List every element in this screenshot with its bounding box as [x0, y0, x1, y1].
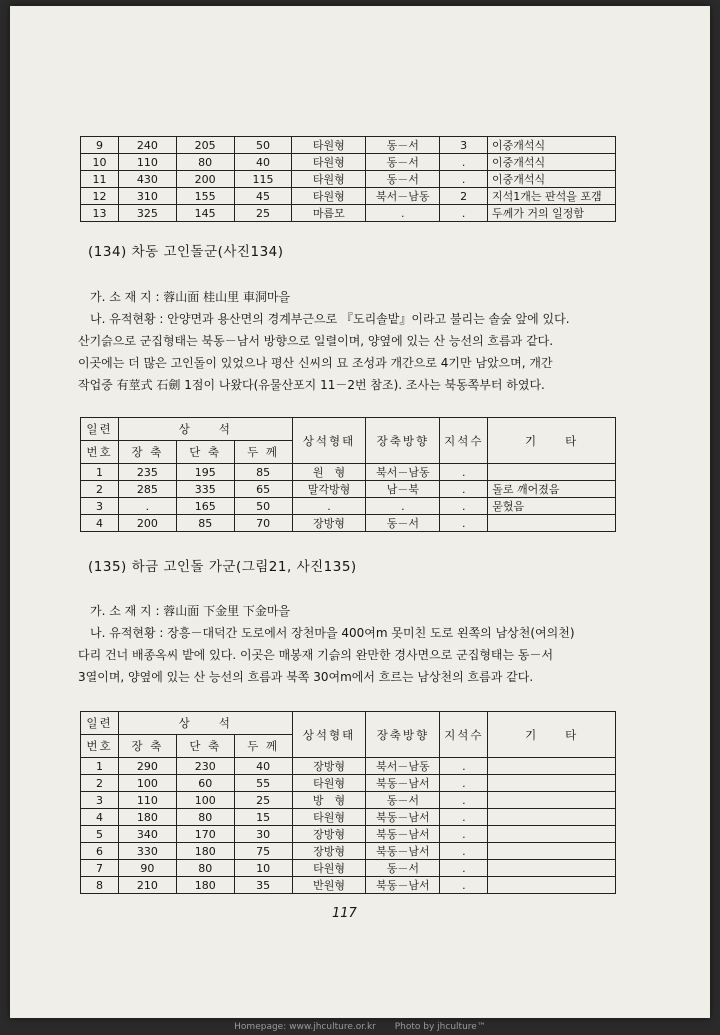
header-upper-stone: 상 석 [118, 712, 292, 735]
table-cell: 85 [234, 464, 292, 481]
table-cell: 80 [176, 860, 234, 877]
table-cell [488, 860, 616, 877]
table-cell: 지석1개는 판석을 포갬 [488, 188, 616, 205]
table-cell: 25 [234, 205, 292, 222]
table-cell: 325 [118, 205, 176, 222]
footer-photo-credit: Photo by jhculture™ [394, 1022, 486, 1032]
table-cell: 100 [176, 792, 234, 809]
table-cell: . [440, 860, 488, 877]
section-135-title: (135) 하금 고인돌 가군(그림21, 사진135) [88, 559, 357, 575]
table-cell: . [440, 498, 488, 515]
table-cell: 90 [118, 860, 176, 877]
table-cell: 45 [234, 188, 292, 205]
table-row [81, 792, 616, 809]
table-cell: 195 [176, 464, 234, 481]
table-cell [488, 877, 616, 894]
table-cell: 동－서 [366, 515, 440, 532]
table-cell: 9 [81, 137, 119, 154]
table-cell: 장방형 [292, 758, 366, 775]
table-cell [488, 775, 616, 792]
section-134-status-4: 작업중 有莖式 石劍 1점이 나왔다(유물산포지 11－2번 참조). 조사는 북동쪽부터 하였다. [78, 378, 545, 392]
table-cell: 동－서 [366, 792, 440, 809]
table-cell: . [440, 205, 488, 222]
table-cell: 원 형 [292, 464, 366, 481]
table-cell: . [440, 464, 488, 481]
table-cell: 북서－남동 [366, 188, 440, 205]
table-cell: 70 [234, 515, 292, 532]
page-number: 117 [332, 906, 357, 921]
table-row [81, 464, 616, 481]
table-cell: 40 [234, 758, 292, 775]
table-cell: 85 [176, 515, 234, 532]
table-cell: . [440, 758, 488, 775]
section-134-body [78, 286, 614, 396]
header-remarks: 기 타 [488, 712, 616, 758]
table-cell: 145 [176, 205, 234, 222]
table-cell: 200 [118, 515, 176, 532]
table-135 [80, 711, 616, 894]
table-cell: 335 [176, 481, 234, 498]
table-cell: 3 [81, 498, 119, 515]
table-cell: 240 [118, 137, 176, 154]
table-cell: 230 [176, 758, 234, 775]
section-134-title: (134) 차동 고인돌군(사진134) [88, 244, 284, 260]
table-cell: 12 [81, 188, 119, 205]
header-shape: 상석형태 [292, 712, 366, 758]
table-row [81, 775, 616, 792]
table-cell: 7 [81, 860, 119, 877]
table-cell [488, 809, 616, 826]
table-cell: 돌로 깨어졌음 [488, 481, 616, 498]
table-row [81, 205, 616, 222]
table-cell: 4 [81, 515, 119, 532]
table-cell: 타원형 [292, 171, 366, 188]
table-cell: 타원형 [292, 775, 366, 792]
table-row [81, 137, 616, 154]
table-cell [488, 758, 616, 775]
table-cell: . [440, 809, 488, 826]
table-cell: 180 [118, 809, 176, 826]
table-cell: . [440, 154, 488, 171]
header-upper-stone: 상 석 [118, 418, 292, 441]
section-135-status-1: 나. 유적현황 : 장흥－대덕간 도로에서 장천마을 400여m 못미친 도로 왼쪽의 남상천(여의천) [90, 626, 575, 640]
section-135-body [78, 600, 614, 688]
header-thickness: 두 께 [234, 735, 292, 758]
table-cell: 200 [176, 171, 234, 188]
table-cell: . [440, 171, 488, 188]
table-cell: 2 [81, 775, 119, 792]
table-cell [488, 792, 616, 809]
table-cell: 북동－남서 [366, 826, 440, 843]
table-cell: 285 [118, 481, 176, 498]
table-cell: 340 [118, 826, 176, 843]
table-cell: 8 [81, 877, 119, 894]
table-cell: 180 [176, 843, 234, 860]
table-cell: 60 [176, 775, 234, 792]
table-cell [488, 843, 616, 860]
table-cell: 1 [81, 758, 119, 775]
table-cell: 40 [234, 154, 292, 171]
table-cell: 50 [234, 498, 292, 515]
footer-homepage[interactable]: Homepage: www.jhculture.or.kr [234, 1022, 376, 1032]
table-cell: 타원형 [292, 188, 366, 205]
table-cell: 75 [234, 843, 292, 860]
table-top [80, 136, 616, 222]
table-cell [488, 826, 616, 843]
table-cell: 50 [234, 137, 292, 154]
table-row [81, 498, 616, 515]
table-cell: 80 [176, 809, 234, 826]
header-support-count: 지석수 [440, 712, 488, 758]
header-no-2: 번호 [81, 441, 119, 464]
section-134-location: 가. 소 재 지 : 蓉山面 桂山里 車洞마을 [90, 290, 291, 304]
table-cell: 80 [176, 154, 234, 171]
section-134-status-1: 나. 유적현황 : 안양면과 용산면의 경계부근으로 『도리솔밭』이라고 불리는 솔숲 앞에 있다. [90, 312, 570, 326]
table-cell: . [440, 826, 488, 843]
table-cell: 65 [234, 481, 292, 498]
header-direction: 장축방향 [366, 712, 440, 758]
header-direction: 장축방향 [366, 418, 440, 464]
table-cell: 100 [118, 775, 176, 792]
table-cell: 235 [118, 464, 176, 481]
table-cell: . [292, 498, 366, 515]
section-135-status-3: 3열이며, 양옆에 있는 산 능선의 흐름과 북쪽 30여m에서 흐르는 남상천의 흐름과 같다. [78, 670, 534, 684]
table-cell: 이중개석식 [488, 137, 616, 154]
table-cell: 2 [440, 188, 488, 205]
table-cell: 15 [234, 809, 292, 826]
header-length: 장 축 [118, 735, 176, 758]
table-cell: 북동－남서 [366, 877, 440, 894]
table-cell: 290 [118, 758, 176, 775]
table-cell: 동－서 [366, 154, 440, 171]
table-cell: 이중개석식 [488, 154, 616, 171]
table-row [81, 809, 616, 826]
table-row [81, 877, 616, 894]
table-cell: 3 [440, 137, 488, 154]
table-cell: 310 [118, 188, 176, 205]
table-cell: 1 [81, 464, 119, 481]
table-cell: 115 [234, 171, 292, 188]
table-cell: 10 [234, 860, 292, 877]
table-cell: 타원형 [292, 154, 366, 171]
table-cell: 동－서 [366, 171, 440, 188]
header-remarks: 기 타 [488, 418, 616, 464]
table-row [81, 188, 616, 205]
table-cell: 이중개석식 [488, 171, 616, 188]
table-cell: . [440, 877, 488, 894]
header-no: 일련 [81, 418, 119, 441]
table-cell: 110 [118, 154, 176, 171]
table-row [81, 481, 616, 498]
table-cell: 남－북 [366, 481, 440, 498]
table-cell: 말각방형 [292, 481, 366, 498]
table-cell: 430 [118, 171, 176, 188]
section-135-status-2: 다리 건너 배종옥씨 밭에 있다. 이곳은 매봉재 기슭의 완만한 경사면으로 군집형태는 동－서 [78, 648, 554, 662]
table-134 [80, 417, 616, 532]
table-cell: . [366, 205, 440, 222]
table-cell: . [440, 792, 488, 809]
table-cell: 타원형 [292, 137, 366, 154]
table-cell [488, 464, 616, 481]
table-cell: 방 형 [292, 792, 366, 809]
table-cell: . [440, 775, 488, 792]
header-no-2: 번호 [81, 735, 119, 758]
table-cell: 13 [81, 205, 119, 222]
table-cell: 북동－남서 [366, 843, 440, 860]
table-cell [488, 515, 616, 532]
table-row [81, 826, 616, 843]
table-cell: 25 [234, 792, 292, 809]
table-row [81, 860, 616, 877]
table-cell: 5 [81, 826, 119, 843]
table-cell: 동－서 [366, 137, 440, 154]
table-cell: 두께가 거의 일정함 [488, 205, 616, 222]
table-cell: 마름모 [292, 205, 366, 222]
table-cell: 180 [176, 877, 234, 894]
table-cell: 170 [176, 826, 234, 843]
table-row [81, 171, 616, 188]
header-length: 장 축 [118, 441, 176, 464]
table-cell: 10 [81, 154, 119, 171]
table-cell: 205 [176, 137, 234, 154]
table-cell: . [440, 843, 488, 860]
table-cell: 330 [118, 843, 176, 860]
table-cell: 북동－남서 [366, 775, 440, 792]
header-width: 단 축 [176, 441, 234, 464]
table-cell: . [118, 498, 176, 515]
table-cell: 210 [118, 877, 176, 894]
table-cell: 타원형 [292, 809, 366, 826]
table-cell: 6 [81, 843, 119, 860]
header-support-count: 지석수 [440, 418, 488, 464]
table-cell: 55 [234, 775, 292, 792]
section-134-status-2: 산기슭으로 군집형태는 북동－남서 방향으로 일렬이며, 양옆에 있는 산 능선의 흐름과 같다. [78, 334, 554, 348]
table-cell: 165 [176, 498, 234, 515]
footer [0, 1020, 720, 1035]
table-row [81, 154, 616, 171]
table-cell: 장방형 [292, 843, 366, 860]
table-cell: 30 [234, 826, 292, 843]
table-cell: 장방형 [292, 826, 366, 843]
header-thickness: 두 께 [234, 441, 292, 464]
table-cell: 3 [81, 792, 119, 809]
table-cell: 북서－남동 [366, 464, 440, 481]
table-cell: 장방형 [292, 515, 366, 532]
table-cell: . [440, 481, 488, 498]
header-no: 일련 [81, 712, 119, 735]
section-135-location: 가. 소 재 지 : 蓉山面 下金里 下金마을 [90, 604, 291, 618]
table-cell: 110 [118, 792, 176, 809]
table-cell: . [366, 498, 440, 515]
table-cell: 타원형 [292, 860, 366, 877]
table-cell: 11 [81, 171, 119, 188]
table-cell: 반원형 [292, 877, 366, 894]
table-cell: 북서－남동 [366, 758, 440, 775]
table-cell: 2 [81, 481, 119, 498]
table-cell: 묻혔음 [488, 498, 616, 515]
table-row [81, 843, 616, 860]
table-cell: . [440, 515, 488, 532]
table-cell: 155 [176, 188, 234, 205]
table-cell: 35 [234, 877, 292, 894]
table-cell: 4 [81, 809, 119, 826]
section-134-status-3: 이곳에는 더 많은 고인돌이 있었으나 평산 신씨의 묘 조성과 개간으로 4기만 남았으며, 개간 [78, 356, 553, 370]
header-shape: 상석형태 [292, 418, 366, 464]
table-cell: 북동－남서 [366, 809, 440, 826]
table-cell: 동－서 [366, 860, 440, 877]
table-row [81, 515, 616, 532]
table-row [81, 758, 616, 775]
header-width: 단 축 [176, 735, 234, 758]
